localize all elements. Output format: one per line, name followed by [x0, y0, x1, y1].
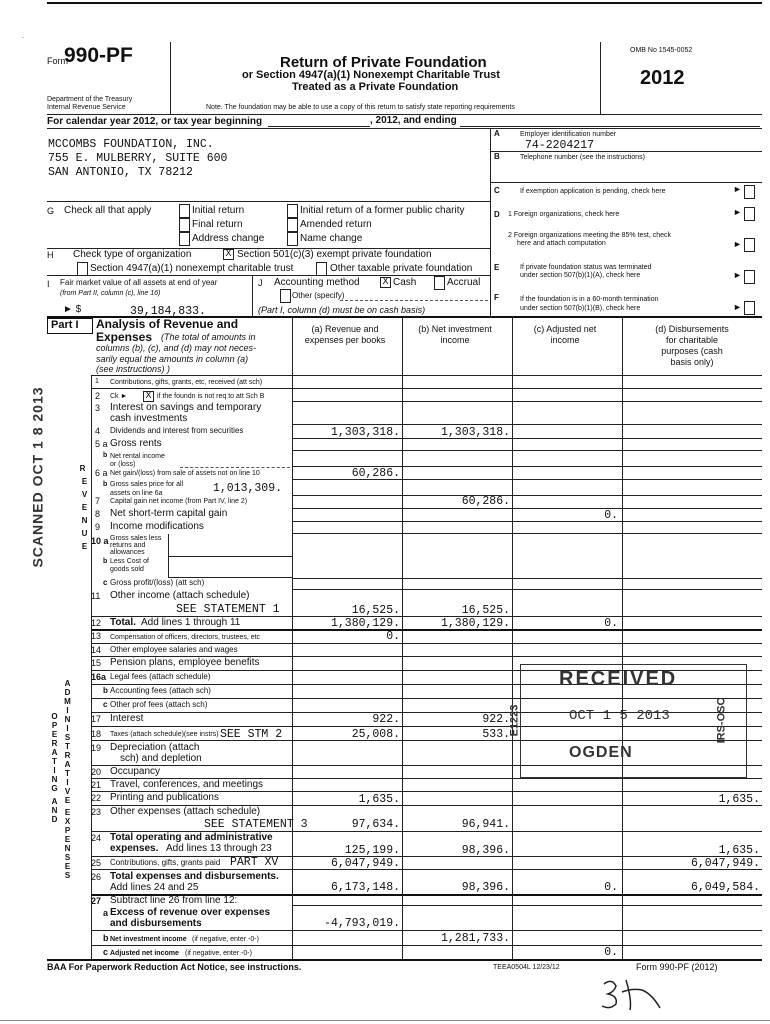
line-16b-label: Accounting fees (attach sch)	[110, 686, 211, 695]
line-20-label: Occupancy	[110, 766, 161, 777]
address-change-checkbox[interactable]	[179, 232, 190, 246]
box-c-label: C	[494, 186, 500, 195]
60month-label-1: If the foundation is in a 60-month termination	[520, 296, 659, 303]
name-change-checkbox[interactable]	[287, 232, 298, 246]
line-26-label: Total expenses and disbursements.	[110, 871, 279, 882]
name-change-label: Name change	[300, 233, 363, 244]
initial-former-checkbox[interactable]	[287, 204, 298, 218]
line-23-col-b: 96,941.	[461, 818, 510, 831]
initial-return-label: Initial return	[192, 205, 245, 216]
line-27c-label: Adjusted net income	[110, 950, 179, 957]
line-23-label: Other expenses (attach schedule)	[110, 806, 261, 817]
part-i-desc-1: (The total of amounts in	[161, 332, 256, 342]
line-16a-label: Legal fees (attach schedule)	[110, 672, 211, 681]
line-24-col-b: 98,396.	[461, 844, 510, 857]
foreign-org-checkbox[interactable]	[744, 207, 755, 221]
line-22-label: Printing and publications	[110, 792, 219, 803]
line-27b-label: Net investment income	[110, 936, 187, 943]
terminated-checkbox[interactable]	[744, 270, 755, 284]
line-25-label: Contributions, gifts, grants paid	[110, 858, 221, 867]
line-23-statement: SEE STATEMENT 3	[204, 818, 308, 831]
60month-label-2: under section 507(b)(1)(B), check here	[520, 305, 641, 312]
part-i-title-2: Expenses	[96, 330, 153, 344]
line-5a-num: 5 a	[95, 439, 108, 449]
line-25-col-a: 6,047,949.	[330, 857, 400, 870]
line-8-num: 8	[95, 509, 101, 519]
line-6b-label: Gross sales price for all	[110, 481, 184, 488]
other-taxable-checkbox[interactable]	[316, 262, 327, 276]
cash-basis-note: (Part I, column (d) must be on cash basis)	[258, 305, 426, 315]
line-11-col-b: 16,525.	[461, 604, 510, 617]
line-7-label: Capital gain net income (from Part IV, line 2)	[110, 498, 248, 505]
line-24-label-2: expenses.	[110, 843, 159, 854]
line-10c-label: Gross profit/(loss) (att sch)	[110, 578, 205, 587]
footer-code: TEEA0504L 12/23/12	[493, 964, 560, 971]
line-11-statement: SEE STATEMENT 1	[176, 603, 280, 616]
line-21-num: 21	[91, 780, 102, 790]
form-note: Note. The foundation may be able to use a copy of this return to satisfy state reporting requirements	[206, 104, 515, 111]
dept-irs: Internal Revenue Service	[47, 104, 126, 111]
org-name: MCCOMBS FOUNDATION, INC.	[48, 138, 214, 151]
other-method-checkbox[interactable]	[280, 289, 291, 303]
part-i-title: Analysis of Revenue and	[96, 317, 239, 331]
line-12-total: Total.	[110, 617, 136, 628]
address-change-label: Address change	[192, 233, 265, 244]
line-27a-col-a: -4,793,019.	[324, 917, 400, 930]
arrow-icon: ►	[733, 207, 742, 217]
col-d-header-2: for charitable	[665, 335, 719, 345]
line-4-col-a: 1,303,318.	[330, 426, 400, 439]
line-13-num: 13	[91, 631, 102, 641]
ein-value: 74-2204217	[525, 139, 595, 152]
accounting-method-label: Accounting method	[274, 277, 360, 288]
line-19-label: Depreciation (attach	[110, 742, 200, 753]
line-27b-label-2: (if negative, enter -0-)	[192, 936, 259, 943]
line-20-num: 20	[91, 767, 102, 777]
line-10a-num: 10 a	[91, 536, 109, 546]
col-b-header-1: (b) Net investment	[418, 324, 492, 334]
accrual-label: Accrual	[447, 277, 481, 288]
line-21-label: Travel, conferences, and meetings	[110, 779, 264, 790]
line-15-num: 15	[91, 658, 102, 668]
fmv-prefix: ► $	[63, 304, 82, 315]
line-27b-num: b	[103, 933, 109, 943]
line-16c-num: c	[103, 700, 108, 709]
other-taxable-label: Other taxable private foundation	[330, 263, 473, 274]
line-22-num: 22	[91, 793, 102, 803]
4947-checkbox[interactable]	[77, 262, 88, 276]
line-27c-label-2: (if negative, enter -0-)	[185, 950, 252, 957]
scanned-stamp: SCANNED OCT 1 8 2013	[29, 386, 46, 568]
line-17-num: 17	[91, 714, 102, 724]
cash-checkbox[interactable]: X	[380, 277, 391, 288]
footer-baa: BAA For Paperwork Reduction Act Notice, see instructions.	[47, 962, 302, 972]
line-10a-label: Gross sales less	[110, 535, 162, 542]
line-3-num: 3	[95, 403, 101, 413]
line-4-col-b: 1,303,318.	[440, 426, 510, 439]
line-19-label-2: sch) and depletion	[120, 753, 202, 764]
org-address-2: SAN ANTONIO, TX 78212	[48, 166, 193, 179]
line-6a-col-a: 60,286.	[351, 467, 400, 480]
line-10b-label: Less Cost of	[110, 558, 149, 565]
line-10c-num: c	[103, 578, 108, 587]
line-5b-label: Net rental income	[110, 453, 165, 460]
box-d-label: D	[494, 210, 500, 219]
line-27a-label-2: and disbursements	[110, 918, 202, 929]
section-i-label: I	[47, 279, 50, 289]
line-3-label-2: cash investments	[110, 413, 188, 424]
line-24-label-3: Add lines 13 through 23	[166, 843, 272, 854]
tax-year: 2012	[640, 67, 685, 89]
line-17-label: Interest	[110, 713, 144, 724]
form-subtitle-1: or Section 4947(a)(1) Nonexempt Charitable Trust	[242, 69, 500, 81]
line-25-num: 25	[91, 858, 102, 868]
initial-return-checkbox[interactable]	[179, 204, 190, 218]
line-17-col-b: 922.	[482, 713, 510, 726]
foreign-85-checkbox[interactable]	[744, 238, 755, 252]
line-12-col-b: 1,380,129.	[440, 617, 510, 630]
line-24-num: 24	[91, 833, 102, 843]
part-i-label: Part I	[51, 319, 79, 331]
line-27-label: Subtract line 26 from line 12:	[110, 895, 238, 906]
line-22-col-d: 1,635.	[718, 793, 760, 806]
line-10a-label-2: returns and	[110, 542, 146, 549]
60month-checkbox[interactable]	[744, 301, 755, 315]
foreign-85-label-1: 2 Foreign organizations meeting the 85% test, check	[508, 232, 672, 239]
accrual-checkbox[interactable]	[434, 276, 445, 290]
sch-b-checkbox[interactable]: X	[143, 391, 154, 402]
arrow-icon: ►	[733, 184, 742, 194]
amended-return-label: Amended return	[300, 219, 372, 230]
line-26-col-b: 98,396.	[461, 881, 510, 894]
line-26-col-d: 6,049,584.	[690, 881, 760, 894]
fmv-label-2: (from Part II, column (c), line 16)	[60, 290, 161, 297]
telephone-label: Telephone number (see the instructions)	[520, 154, 645, 161]
line-13-label: Compensation of officers, directors, trustees, etc	[110, 634, 261, 641]
line-18-col-a: 25,008.	[351, 728, 400, 741]
line-25-statement: PART XV	[230, 856, 279, 869]
line-19-num: 19	[91, 743, 102, 753]
line-24-col-d: 1,635.	[718, 844, 760, 857]
line-12-num: 12	[91, 618, 102, 628]
col-c-header-2: income	[550, 335, 580, 345]
terminated-label-2: under section 507(b)(1)(A), check here	[520, 272, 641, 279]
line-26-label-2: Add lines 24 and 25	[110, 882, 199, 893]
line-14-num: 14	[91, 645, 102, 655]
line-10b-num: b	[103, 558, 108, 565]
section-j-label: J	[258, 278, 263, 288]
part-i-desc-4: (see instructions) )	[96, 364, 171, 374]
check-all-label: Check all that apply	[64, 205, 152, 216]
501c3-checkbox[interactable]: X	[223, 249, 234, 260]
org-address-1: 755 E. MULBERRY, SUITE 600	[48, 152, 228, 165]
cash-label: Cash	[393, 277, 417, 288]
section-h-label: H	[47, 250, 54, 260]
col-d-header-4: basis only)	[670, 357, 714, 367]
line-11-num: 11	[91, 591, 101, 601]
box-b-label: B	[494, 152, 500, 161]
line-16b-num: b	[103, 686, 108, 695]
col-a-header-2: expenses per books	[304, 335, 386, 345]
handwritten-mark	[596, 970, 666, 1014]
col-d-header-3: purposes (cash	[661, 346, 723, 356]
box-e-label: E	[494, 263, 500, 272]
line-18-col-b: 533.	[482, 728, 510, 741]
line-27b-col-b: 1,281,733.	[440, 932, 510, 945]
line-12-col-c: 0.	[604, 617, 618, 630]
arrow-icon: ►	[733, 270, 742, 280]
line-26-col-a: 6,173,148.	[330, 881, 400, 894]
line-1-label: Contributions, gifts, grants, etc, received (att sch)	[110, 379, 263, 386]
4947-label: Section 4947(a)(1) nonexempt charitable trust	[90, 263, 294, 274]
line-27c-col-c: 0.	[604, 946, 618, 959]
line-12-label: Add lines 1 through 11	[141, 617, 241, 628]
line-4-num: 4	[95, 426, 101, 436]
line-10a-label-3: allowances	[110, 549, 145, 556]
part-i-desc-3: sarily equal the amounts in column (a)	[96, 354, 249, 364]
line-8-label: Net short-term capital gain	[110, 508, 228, 519]
line-27c-num: c	[103, 947, 109, 957]
line-22-col-a: 1,635.	[358, 793, 400, 806]
col-c-header-1: (c) Adjusted net	[533, 324, 597, 334]
arrow-icon: ►	[733, 239, 742, 249]
line-9-label: Income modifications	[110, 521, 204, 532]
terminated-label-1: If private foundation status was terminated	[520, 264, 652, 271]
initial-former-label: Initial return of a former public charity	[300, 205, 465, 216]
box-a-label: A	[494, 129, 500, 138]
exemption-pending-label: If exemption application is pending, check here	[520, 188, 666, 195]
line-17-col-a: 922.	[372, 713, 400, 726]
exemption-pending-checkbox[interactable]	[744, 185, 755, 199]
line-11-col-a: 16,525.	[351, 604, 400, 617]
line-27a-label: Excess of revenue over expenses	[110, 907, 271, 918]
fmv-label-1: Fair market value of all assets at end of year	[60, 278, 218, 287]
line-16c-label: Other prof fees (attach sch)	[110, 700, 208, 709]
line-26-num: 26	[91, 872, 102, 882]
part-i-box	[47, 318, 93, 334]
line-2-ck: Ck ►	[110, 393, 128, 400]
final-return-label: Final return	[192, 219, 243, 230]
line-23-col-a: 97,634.	[351, 818, 400, 831]
line-13-col-a: 0.	[386, 630, 400, 643]
line-18-num: 18	[91, 729, 102, 739]
line-4-label: Dividends and interest from securities	[110, 426, 244, 435]
line-6a-label: Net gain/(loss) from sale of assets not on line 10	[110, 470, 260, 477]
line-2-label: if the foundn is not req to att Sch B	[157, 393, 265, 400]
line-6a-num: 6 a	[95, 468, 108, 478]
501c3-label: Section 501(c)(3) exempt private foundation	[237, 249, 432, 260]
line-2-num: 2	[95, 391, 101, 401]
line-6b-label-2: assets on line 6a	[110, 490, 163, 497]
omb-number: OMB No 1545-0052	[630, 47, 693, 54]
col-a-header-1: (a) Revenue and	[311, 324, 379, 334]
line-24-label: Total operating and administrative	[110, 832, 273, 843]
calendar-ending-label: , 2012, and ending	[370, 115, 457, 126]
col-d-header-1: (d) Disbursements	[655, 324, 729, 334]
amended-return-checkbox[interactable]	[287, 218, 298, 232]
org-type-label: Check type of organization	[73, 249, 192, 260]
col-b-header-2: income	[440, 335, 470, 345]
line-14-label: Other employee salaries and wages	[110, 645, 238, 654]
box-f-label: F	[494, 293, 499, 302]
footer-form-ref: Form 990-PF (2012)	[636, 962, 718, 972]
line-8-col-c: 0.	[604, 509, 618, 522]
dept-treasury: Department of the Treasury	[47, 96, 133, 103]
foreign-org-label: 1 Foreign organizations, check here	[508, 211, 620, 218]
arrow-icon: ►	[733, 302, 742, 312]
part-i-desc-2: columns (b), (c), and (d) may not neces-	[96, 343, 257, 353]
line-12-col-a: 1,380,129.	[330, 617, 400, 630]
foreign-85-label-2: here and attach computation	[517, 240, 606, 247]
fmv-value: 39,184,833.	[130, 305, 206, 318]
form-subtitle-2: Treated as a Private Foundation	[292, 81, 459, 93]
line-26-col-c: 0.	[604, 881, 618, 894]
line-25-col-d: 6,047,949.	[690, 857, 760, 870]
other-method-label: Other (specify)	[292, 291, 345, 300]
final-return-checkbox[interactable]	[179, 218, 190, 232]
line-27a-num: a	[103, 908, 109, 918]
line-7-num: 7	[95, 496, 101, 506]
calendar-year-label: For calendar year 2012, or tax year beginning	[47, 116, 263, 127]
line-5b-label-2: or (loss)	[110, 461, 136, 468]
section-g-label: G	[47, 206, 55, 216]
line-7-col-b: 60,286.	[461, 495, 510, 508]
line-23-num: 23	[91, 807, 102, 817]
line-16a-num: 16a	[91, 672, 107, 682]
line-18-statement: SEE STM 2	[220, 728, 283, 741]
form-label: Form	[47, 56, 68, 66]
line-5a-label: Gross rents	[110, 438, 162, 449]
line-3-label: Interest on savings and temporary	[110, 402, 262, 413]
line-27-num: 27	[91, 896, 102, 906]
form-number: 990-PF	[64, 44, 133, 67]
line-6b-value: 1,013,309.	[213, 482, 283, 495]
ein-label: Employer identification number	[520, 131, 617, 138]
line-11-label: Other income (attach schedule)	[110, 590, 250, 601]
line-15-label: Pension plans, employee benefits	[110, 657, 260, 668]
line-9-num: 9	[95, 522, 101, 532]
margin-mark: .	[22, 33, 24, 40]
line-18-label: Taxes (attach schedule)(see instrs)	[110, 731, 219, 738]
line-6b-num: b	[103, 481, 108, 488]
line-24-col-a: 125,199.	[344, 844, 400, 857]
line-5b-num: b	[103, 452, 108, 459]
form-title: Return of Private Foundation	[280, 54, 487, 71]
line-10b-label-2: goods sold	[110, 566, 144, 573]
line-1-num: 1	[95, 378, 99, 385]
received-stamp: RECEIVED OCT 1 5 2013 OGDEN E1223 IRS-OSC	[520, 664, 747, 778]
